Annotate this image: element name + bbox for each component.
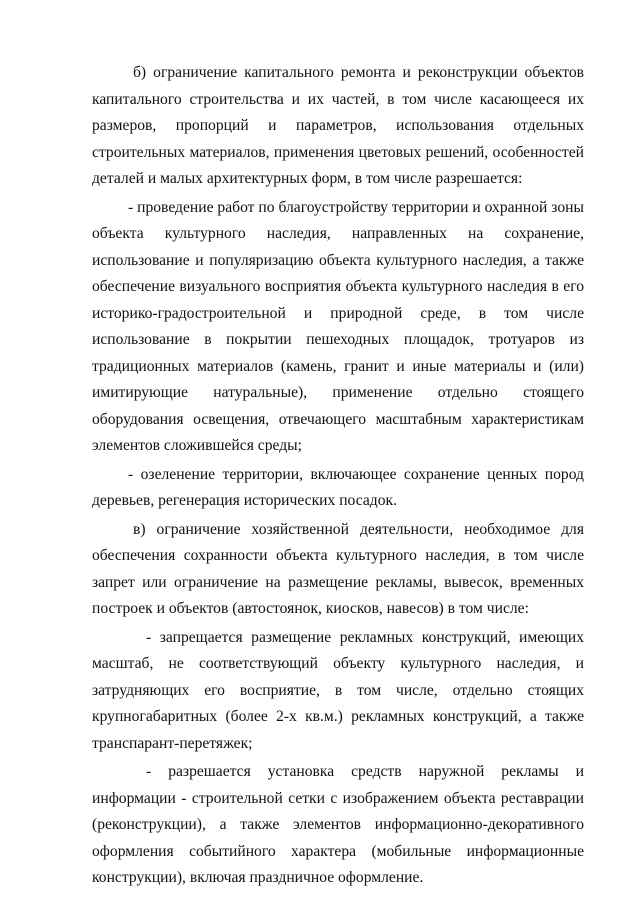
document-body [92,60,584,892]
paragraph-v: в) ограничение хозяйственной деятельности, необходимое для обеспечения сохранности объекта культурного наследия, в том числе запрет или ограничение на размещение рекламы, вывесок, временных построек и объектов (автостоянок, киосков, навесов) в том числе: [92,520,584,617]
paragraph-b-item-landscaping-works: - проведение работ по благоустройству территории и охранной зоны объекта культурного наследия, направленных на сохранение, использование и популяризацию объекта культурного наследия, а также обеспечение визуального восприятия объекта культурного наследия в его историко-градостроительной и природной среде, в том числе использование в покрытии пешеходных площадок, тротуаров из традиционных материалов (камень, гранит и иные материалы и (или) имитирующие натуральные), применение отдельно стоящего оборудования освещения, отвечающего масштабным характеристикам элементов сложившейся среды; [92,198,584,454]
paragraph-b: б) ограничение капитального ремонта и реконструкции объектов капитального строительства и их частей, в том числе касающееся их размеров, пропорций и параметров, использования отдельных строительных материалов, применения цветовых решений, особенностей деталей и малых архитектурных форм, в том числе разрешается: [92,64,584,187]
paragraph-v-item-permitted-ads: - разрешается установка средств наружной рекламы и информации - строительной сетки с изображением объекта реставрации (реконструкции), а также элементов информационно-декоративного оформления событийного характера (мобильные информационные конструкции), включая праздничное оформление. [92,763,584,886]
paragraph-v-item-prohibited-ads: - запрещается размещение рекламных конструкций, имеющих масштаб, не соответствующий объекту культурного наследия, и затрудняющих его восприятие, в том числе, отдельно стоящих крупногабаритных (более 2-х кв.м.) рекламных конструкций, а также транспарант-перетяжек; [92,628,584,752]
paragraph-b-item-greening: - озеленение территории, включающее сохранение ценных пород деревьев, регенерация исторических посадок. [92,465,584,509]
